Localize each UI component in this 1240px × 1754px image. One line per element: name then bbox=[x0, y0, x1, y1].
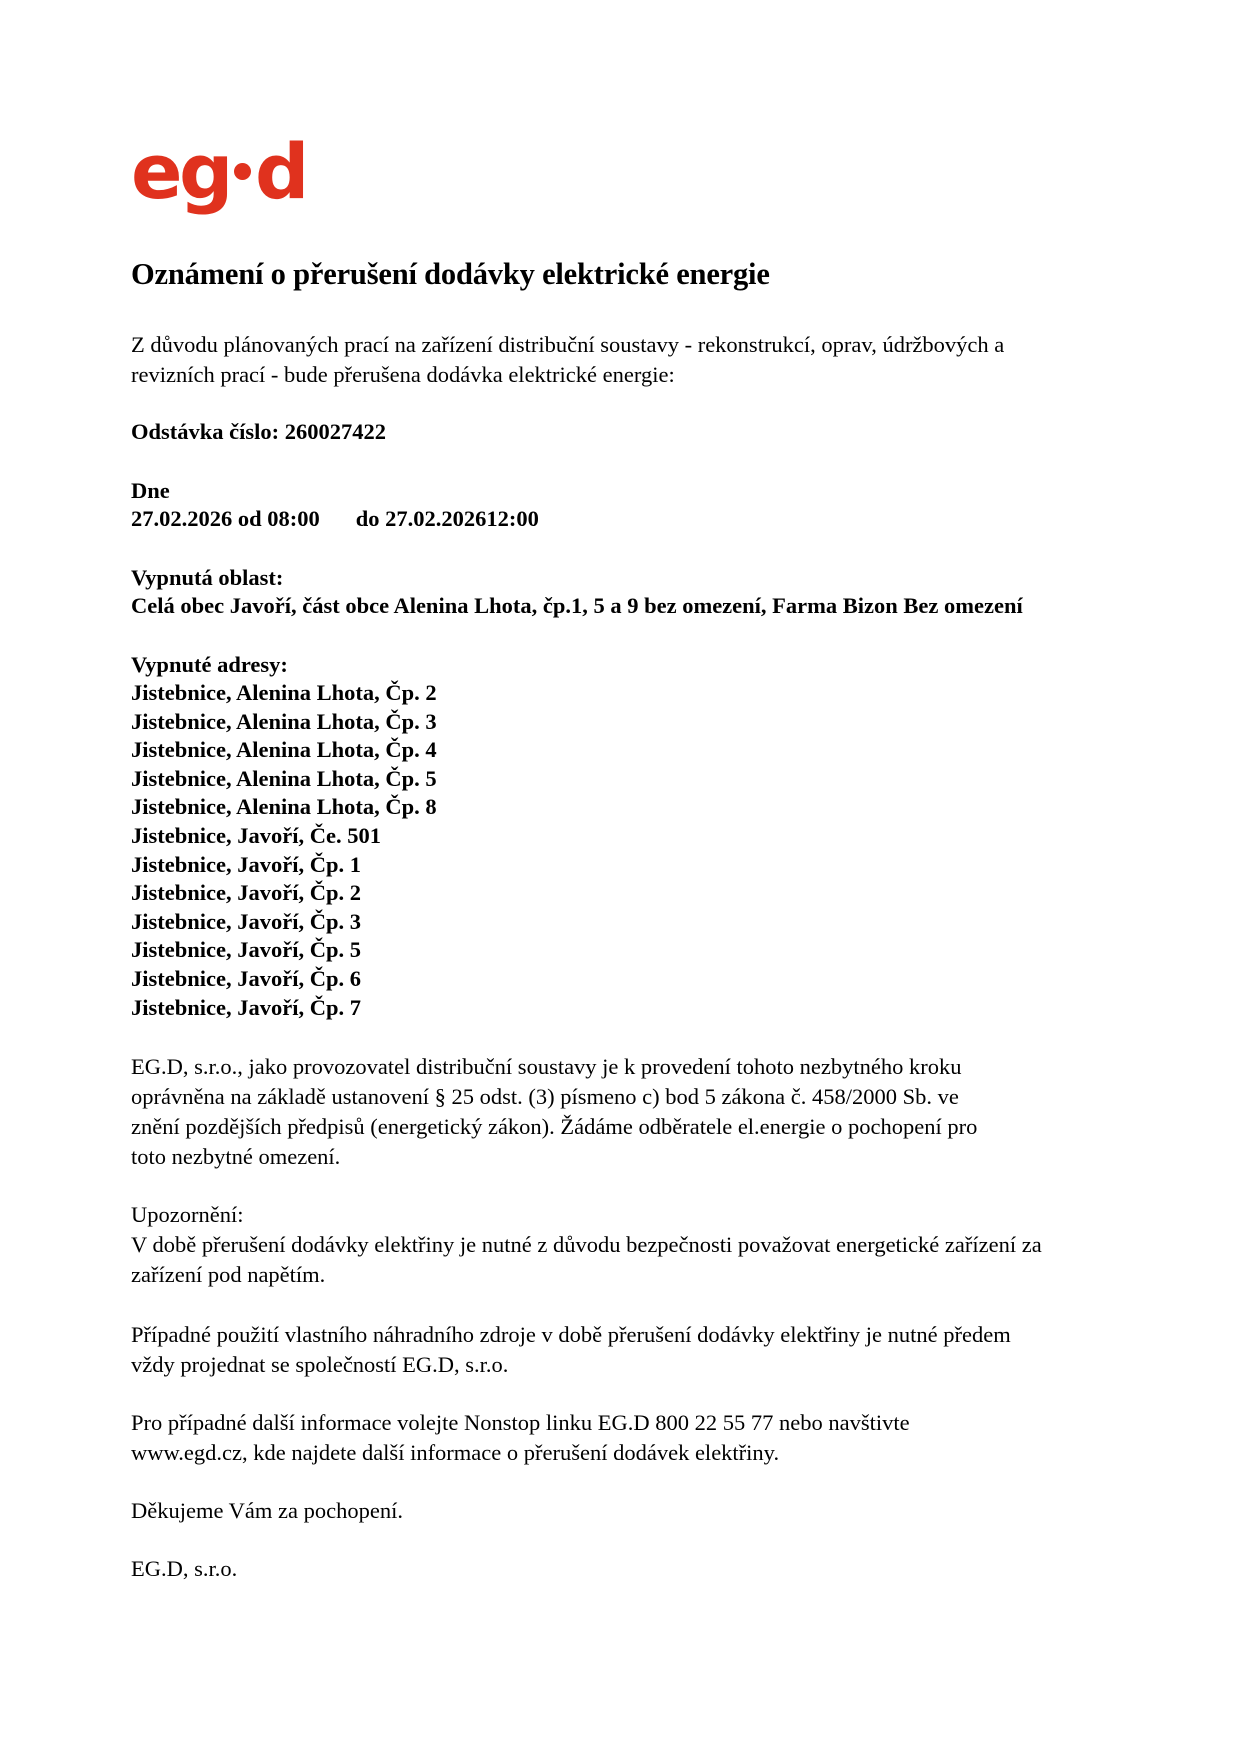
warning-section bbox=[131, 1200, 1100, 1290]
list-item: Jistebnice, Javoří, Čp. 1 bbox=[131, 851, 361, 877]
address-list bbox=[131, 679, 1100, 1022]
affected-area-label: Vypnutá oblast: bbox=[131, 564, 284, 590]
contact-paragraph: Pro případné další informace volejte Nonstop linku EG.D 800 22 55 77 nebo navštivte www.egd.cz, kde najdete další informace o přerušení dodávek elektřiny. bbox=[131, 1410, 910, 1466]
legal-paragraph: EG.D, s.r.o., jako provozovatel distribuční soustavy je k provedení tohoto nezbytného kroku oprávněna na základě ustanovení § 25 odst. (3) písmeno c) bod 5 zákona č. 458/2000 Sb. ve znění pozdějších předpisů (energetický zákon). Žádáme odběratele el.energie o pochopení pro toto nezbytné omezení. bbox=[131, 1054, 978, 1170]
list-item: Jistebnice, Javoří, Čp. 6 bbox=[131, 965, 361, 991]
egd-logo-wordmark bbox=[131, 128, 306, 216]
list-item: Jistebnice, Javoří, Čp. 5 bbox=[131, 937, 361, 963]
affected-area-value: Celá obec Javoří, část obce Alenina Lhota, čp.1, 5 a 9 bez omezení, Farma Bizon Bez omezení bbox=[131, 593, 1023, 618]
date-to: do 27.02.202612:00 bbox=[355, 506, 539, 531]
warning-text: V době přerušení dodávky elektřiny je nutné z důvodu bezpečnosti považovat energetické zařízení za zařízení pod napětím. bbox=[131, 1232, 1042, 1288]
logo-text-left: eg bbox=[131, 127, 230, 216]
list-item: Jistebnice, Alenina Lhota, Čp. 3 bbox=[131, 708, 437, 734]
logo-dot-icon bbox=[234, 163, 251, 180]
generator-paragraph: Případné použití vlastního náhradního zdroje v době přerušení dodávky elektřiny je nutné předem vždy projednat se společností EG.D, s.r.o. bbox=[131, 1322, 1011, 1378]
affected-addresses-label: Vypnuté adresy: bbox=[131, 651, 288, 677]
list-item: Jistebnice, Javoří, Čp. 3 bbox=[131, 908, 361, 934]
outage-number-line: Odstávka číslo: 260027422 bbox=[131, 419, 387, 444]
date-range-row bbox=[131, 505, 1100, 534]
thanks-paragraph: Děkujeme Vám za pochopení. bbox=[131, 1498, 403, 1524]
list-item: Jistebnice, Alenina Lhota, Čp. 8 bbox=[131, 794, 437, 820]
brand-logo bbox=[131, 128, 1100, 232]
signature-paragraph: EG.D, s.r.o. bbox=[131, 1556, 238, 1582]
affected-area-section bbox=[131, 564, 1100, 621]
outage-date-section bbox=[131, 477, 1100, 534]
warning-label: Upozornění: bbox=[131, 1202, 244, 1228]
intro-paragraph: Z důvodu plánovaných prací na zařízení distribuční soustavy - rekonstrukcí, oprav, údržbových a revizních prací - bude přerušena dodávka elektrické energie: bbox=[131, 332, 1005, 387]
list-item: Jistebnice, Javoří, Čp. 7 bbox=[131, 994, 361, 1020]
logo-text-right: d bbox=[254, 127, 306, 216]
list-item: Jistebnice, Javoří, Čp. 2 bbox=[131, 880, 361, 906]
outage-number-section bbox=[131, 418, 1100, 447]
list-item: Jistebnice, Alenina Lhota, Čp. 2 bbox=[131, 680, 437, 705]
date-from: 27.02.2026 od 08:00 bbox=[131, 506, 320, 531]
date-label: Dne bbox=[131, 477, 170, 503]
page-title: Oznámení o přerušení dodávky elektrické energie bbox=[131, 257, 770, 291]
affected-addresses-section bbox=[131, 651, 1100, 1023]
list-item: Jistebnice, Alenina Lhota, Čp. 4 bbox=[131, 737, 437, 763]
list-item: Jistebnice, Alenina Lhota, Čp. 5 bbox=[131, 765, 437, 791]
list-item: Jistebnice, Javoří, Če. 501 bbox=[131, 822, 381, 848]
